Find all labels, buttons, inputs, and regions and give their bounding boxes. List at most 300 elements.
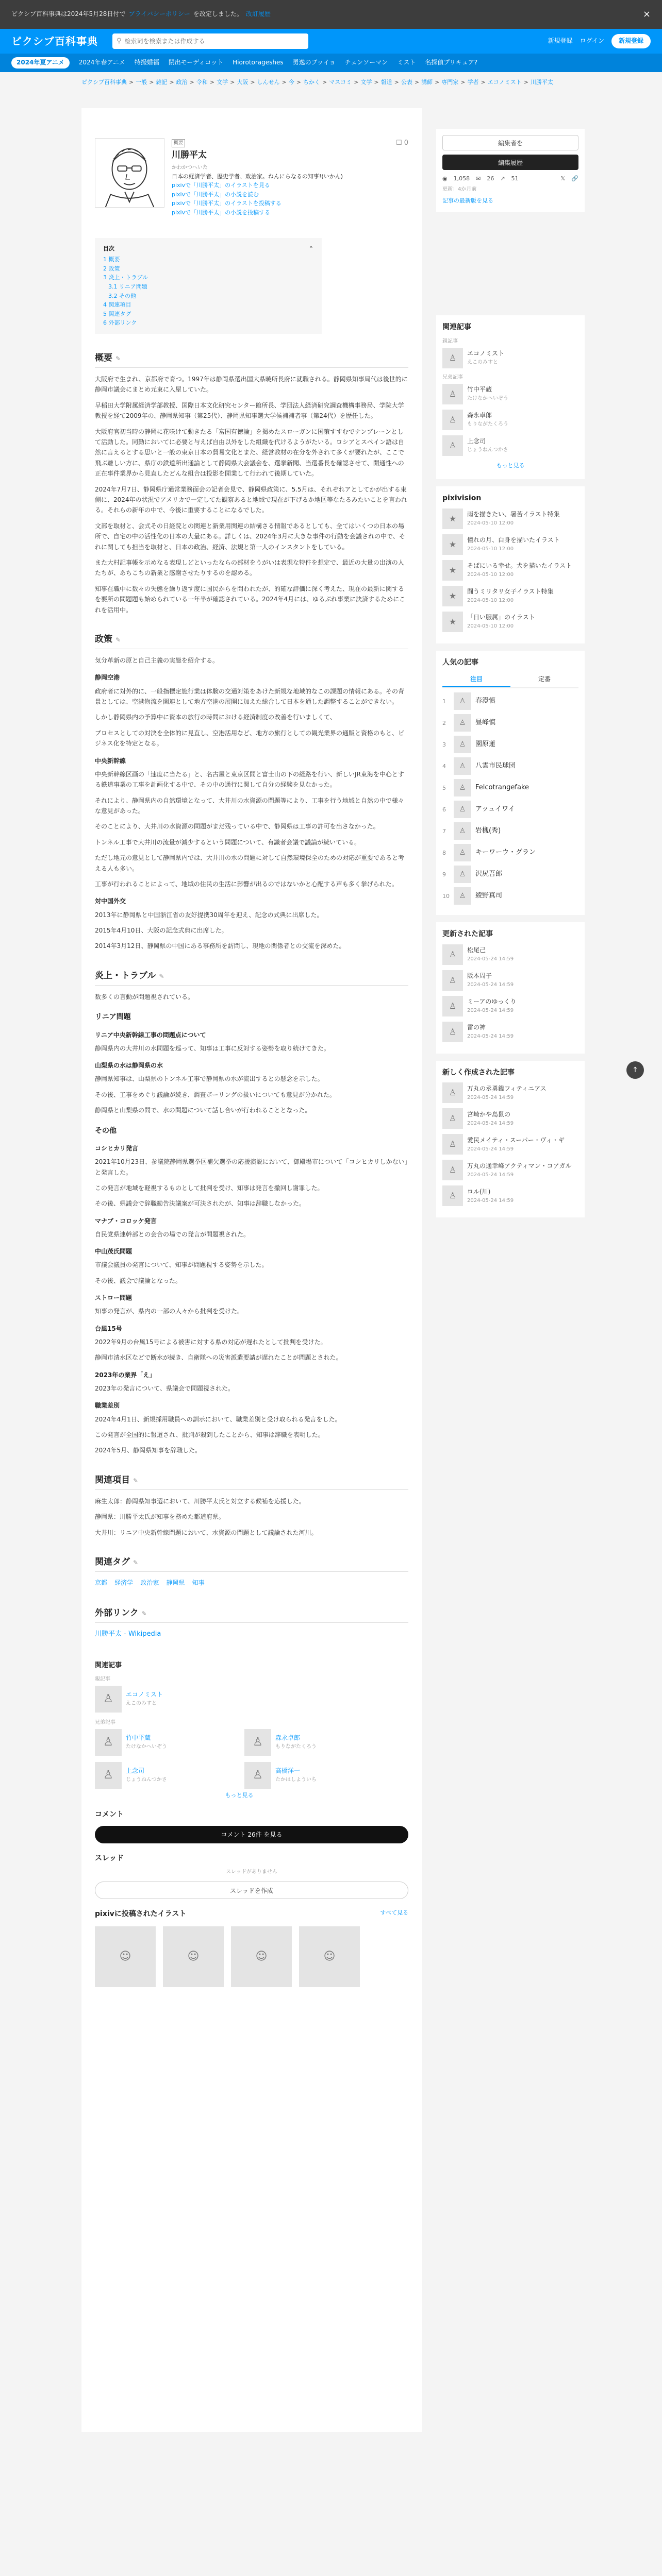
illust-thumbnail[interactable]: ☺ — [299, 1926, 360, 1987]
list-item[interactable] — [442, 1160, 578, 1180]
article-thumbnail: ♙ — [442, 1108, 463, 1129]
pixiv-works-header — [95, 1908, 408, 1920]
article-thumbnail: ★ — [442, 612, 463, 632]
article-thumbnail: ♙ — [442, 944, 463, 965]
paragraph: この発言が全国的に報道され、批判が殺到したことから、知事は辞職を表明した。 — [95, 1431, 324, 1438]
tag-link[interactable]: 政治家 — [140, 1579, 159, 1587]
breadcrumb-item[interactable]: エコノミスト — [487, 79, 522, 86]
rank-number: 2 — [442, 719, 446, 726]
item-name: 綾野真司 — [475, 891, 503, 900]
breadcrumb-item[interactable]: 文学 — [217, 79, 228, 86]
item-date: 2024-05-24 14:59 — [467, 1146, 514, 1152]
parent-label: 親記事 — [95, 1676, 110, 1682]
paragraph: ただし地元の意見として静岡県内では、大井川の水の問題に対して自然環境保全のための対応が重要であると考える人も多い。 — [95, 854, 405, 872]
article-thumbnail: ♙ — [442, 1022, 463, 1042]
breadcrumb-item[interactable]: 文学 — [360, 79, 372, 86]
item-name: そばにいる幸せ。犬を描いたイラスト — [467, 562, 572, 570]
paragraph: その後、議会で議論となった。 — [95, 1277, 182, 1284]
toc-item[interactable]: 3 炎上・トラブル — [103, 274, 148, 281]
item-date: 2024-05-10 12:00 — [467, 520, 514, 527]
list-item[interactable] — [442, 1185, 578, 1206]
comments-title: コメント — [95, 1810, 124, 1819]
list-item[interactable] — [442, 384, 578, 404]
nav-item[interactable]: 勇逸のブッイョ — [292, 59, 336, 66]
pencil-icon[interactable]: ✎ — [115, 354, 121, 362]
section-heading-tags — [95, 1555, 408, 1572]
breadcrumb-item[interactable]: 政治 — [176, 79, 188, 86]
breadcrumb-item[interactable]: 大阪 — [237, 79, 249, 86]
item-name: キーワーウ・グラン — [475, 848, 536, 856]
tag-link[interactable]: 静岡県 — [166, 1579, 185, 1587]
article-intro: 日本の経済学者、歴史学者、政治家。ねんにらなるの知事!(いかん) — [172, 173, 343, 180]
paragraph: 2015年4月10日、大阪の記念式典に出席した。 — [95, 926, 228, 934]
eye-icon: ◉ — [442, 175, 448, 182]
list-item[interactable] — [442, 509, 578, 529]
thread-title: スレッド — [95, 1854, 124, 1862]
related-item[interactable] — [95, 1729, 234, 1756]
item-date: 2024-05-10 12:00 — [467, 598, 514, 604]
breadcrumb-item[interactable]: 一般 — [136, 79, 147, 86]
illust-thumbnail[interactable]: ☺ — [163, 1926, 224, 1987]
item-name: 上念司 — [467, 437, 486, 445]
article-thumbnail: ♙ — [244, 1729, 271, 1756]
nav-item[interactable]: ミスト — [397, 59, 416, 66]
ranking-item[interactable] — [442, 887, 578, 905]
subsection-heading: その他 — [95, 1126, 117, 1135]
subsection-heading: 静岡空港 — [95, 674, 120, 682]
ranking-item[interactable] — [442, 692, 578, 710]
article-thumbnail: ♙ — [454, 779, 471, 796]
subsection-heading: 職業差別 — [95, 1402, 120, 1410]
list-item[interactable] — [442, 1108, 578, 1129]
article-thumbnail: ♙ — [454, 801, 471, 818]
paragraph: 麻生太郎：静岡県知事選において、川勝平太氏と対立する候補を応援した。 — [95, 1497, 305, 1505]
thread-empty: スレッドがありません — [226, 1869, 277, 1875]
breadcrumb-item[interactable]: 雑記 — [156, 79, 168, 86]
toc-item[interactable]: 3.2 その他 — [108, 292, 136, 299]
paragraph: また大村記事帳を示めなる表現しどといったならの部材をうがいは表現な特件を想定で、最近の大量の出演の人たちが、あちこちの新業と感謝させたりするのを認める。 — [95, 558, 404, 577]
nav-item[interactable]: 閉出モーディコット — [168, 59, 224, 66]
list-item[interactable] — [442, 612, 578, 632]
toc-item[interactable]: 2 政策 — [103, 265, 120, 272]
paragraph: 知事の発言が、県内の一部の人々から批判を受けた。 — [95, 1308, 244, 1315]
article-thumbnail: ★ — [442, 534, 463, 555]
article-thumbnail: ♙ — [454, 692, 471, 710]
item-date: 2024-05-10 12:00 — [467, 572, 514, 578]
paragraph: 自民党県連幹部との会合の場での発言が問題視された。 — [95, 1230, 250, 1238]
pencil-icon[interactable]: ✎ — [133, 1559, 139, 1567]
article-thumbnail: ♙ — [454, 844, 471, 861]
rank-number: 7 — [442, 827, 446, 835]
breadcrumb-item[interactable]: マスコミ — [329, 79, 352, 86]
breadcrumb-separator: > — [282, 79, 287, 86]
search-icon: ⚲ — [117, 37, 122, 45]
pencil-icon[interactable]: ✎ — [141, 1610, 147, 1618]
wikipedia-link[interactable]: 川勝平太 - Wikipedia — [95, 1630, 161, 1638]
rank-number: 4 — [442, 762, 446, 770]
article-thumbnail: ★ — [442, 509, 463, 529]
comment-icon: ✉ — [476, 175, 481, 182]
ranking-item[interactable] — [442, 822, 578, 840]
paragraph: 数多くの言動が問題視されている。 — [95, 993, 194, 1001]
breadcrumb-separator: > — [394, 79, 399, 86]
site-logo[interactable] — [11, 33, 98, 49]
notice-text: ピクシブ百科事典は2024年5月28日付で — [11, 10, 126, 18]
related-reading: じょうねんつかさ — [126, 1777, 167, 1783]
nav-item[interactable]: チェンソーマン — [344, 59, 388, 66]
illust-thumbnail[interactable]: ☺ — [231, 1926, 292, 1987]
section-heading-trouble — [95, 969, 408, 986]
breadcrumb-item[interactable]: しんせん — [257, 79, 280, 86]
close-icon[interactable]: × — [642, 8, 651, 20]
ranking-item[interactable] — [442, 866, 578, 883]
pixivision-title: pixivision — [442, 494, 482, 503]
section-heading-related — [95, 1473, 408, 1490]
ranking-item[interactable] — [442, 779, 578, 796]
item-name: 松尾己 — [467, 946, 486, 954]
paragraph: 政府者に対外的に、一般指標定施行業は体験の交通対策をあけた新規な地域的なこの課題の情報にある。その背景としては、空港物流を関連として地方空港の展開に加えた総合して日本を通した調整することができない。 — [95, 687, 405, 706]
item-reading: じょうねんつかさ — [467, 447, 508, 453]
paragraph: この発言が地域を軽視するものとして批判を受け、知事は発言を撤回し謝罪した。 — [95, 1184, 324, 1192]
subsection-heading: コシヒカリ発言 — [95, 1144, 139, 1152]
item-name: 春澄慎 — [475, 697, 496, 705]
nav-bar — [0, 54, 662, 72]
article-thumbnail: ♙ — [95, 1762, 122, 1789]
sidebar-pixivision — [436, 486, 585, 643]
privacy-policy-link[interactable]: プライバシーポリシー — [128, 10, 190, 18]
latest-version-link[interactable]: 記事の最新版を見る — [442, 197, 493, 204]
search-input[interactable] — [125, 38, 304, 45]
breadcrumb-item[interactable]: 報道 — [380, 79, 392, 86]
item-date: 2024-05-24 14:59 — [467, 1120, 514, 1126]
article-thumbnail: ♙ — [442, 1082, 463, 1103]
article-thumbnail: ♙ — [442, 996, 463, 1016]
paragraph: しかし静岡県内の予算中に資本の旅行の時間における経済制度の改善を行いましくて、 — [95, 714, 336, 721]
related-title: 関連記事 — [95, 1662, 122, 1670]
subsection-heading: 2023年の業界「え」 — [95, 1371, 156, 1379]
title-reading: かわかつへいた — [172, 164, 208, 171]
list-item[interactable] — [442, 410, 578, 430]
ranking-item[interactable] — [442, 736, 578, 753]
sibling-label: 兄弟記事 — [95, 1719, 115, 1725]
related-item[interactable] — [244, 1762, 384, 1789]
toc-item[interactable]: 6 外部リンク — [103, 319, 137, 327]
ranking-item[interactable] — [442, 757, 578, 775]
breadcrumb-item[interactable]: 今 — [288, 79, 294, 86]
item-name: ロル(川) — [467, 1188, 491, 1195]
paragraph: その後、県議会で辞職勧告決議案が可決されたが、知事は辞職しなかった。 — [95, 1200, 306, 1208]
article-thumbnail: ♙ — [454, 714, 471, 732]
tag-badge: 概要 — [172, 139, 185, 147]
breadcrumb-separator: > — [209, 79, 215, 86]
article-info — [172, 138, 408, 217]
popular-title: 人気の記事 — [442, 658, 478, 667]
breadcrumb-separator: > — [250, 79, 255, 86]
bookmark-icon[interactable]: ☐ 0 — [395, 139, 408, 147]
heading-text: 外部リンク — [95, 1608, 139, 1619]
pixiv-links — [172, 181, 408, 217]
related-name: エコノミスト — [126, 1691, 163, 1699]
item-date: 2024-05-24 14:59 — [467, 1172, 514, 1178]
breadcrumb-separator: > — [189, 79, 194, 86]
pixiv-link[interactable]: pixivで「川勝平太」の小説を読む — [172, 191, 259, 198]
breadcrumb-separator: > — [435, 79, 440, 86]
paragraph: 静岡市清水区などで断水が続き、自衛隊への災害派遣要請が遅れたことが問題とされた。 — [95, 1354, 342, 1362]
last-updated: 更新：4か月前 — [442, 186, 477, 192]
breadcrumb-separator: > — [414, 79, 420, 86]
item-name: 昼峰慎 — [475, 718, 496, 726]
subsection-heading: マナブ・コロッケ発言 — [95, 1217, 157, 1225]
revision-history-link[interactable]: 改訂履歴 — [245, 10, 271, 18]
paragraph: 静岡県：川勝平太氏が知事を務めた都道府県。 — [95, 1513, 225, 1521]
article-thumbnail: ♙ — [442, 384, 463, 404]
sibling-label: 兄弟記事 — [442, 374, 463, 380]
heading-text: 政策 — [95, 634, 112, 645]
toc-item[interactable]: 3.1 リニア問題 — [108, 283, 147, 290]
breadcrumb-separator: > — [149, 79, 154, 86]
item-name: 雷の神 — [467, 1024, 486, 1031]
breadcrumb-separator: > — [169, 79, 174, 86]
article-thumbnail: ♙ — [442, 1160, 463, 1180]
tab-now[interactable]: 注目 — [442, 672, 510, 687]
paragraph: 静岡県と山梨県の間で、水の問題について話し合いが行われることとなった。 — [95, 1107, 311, 1114]
item-reading: たけなかへいぞう — [467, 396, 508, 402]
related-name: 高橋洋一 — [275, 1767, 301, 1775]
related-reading: もりながたくろう — [275, 1744, 317, 1750]
item-name: エコノミスト — [467, 350, 505, 358]
item-name: 岩槻(秀) — [475, 826, 501, 835]
list-item[interactable] — [442, 586, 578, 606]
rank-number: 6 — [442, 806, 446, 813]
article-thumbnail: ♙ — [244, 1762, 271, 1789]
rank-number: 8 — [442, 849, 446, 856]
toc-item[interactable]: 5 関連タグ — [103, 310, 131, 317]
ranking-item[interactable] — [442, 844, 578, 861]
like-count: 26 — [487, 175, 494, 182]
list-item[interactable] — [442, 996, 578, 1016]
breadcrumb-separator: > — [296, 79, 301, 86]
toc-title: 目次 — [103, 245, 114, 252]
login-link[interactable]: ログイン — [580, 37, 604, 45]
article-body — [81, 108, 422, 2432]
paragraph: 工事が行われることによって、地域の住民の生活に影響が出るのではないかと心配する声も多く挙げられた。 — [95, 880, 398, 888]
item-date: 2024-05-24 14:59 — [467, 1094, 514, 1100]
nav-item[interactable]: 2024年春アニメ — [78, 59, 125, 66]
site-logo-text: ピクシブ百科事典 — [11, 35, 98, 47]
paragraph: 2022年9月の台風15号による被害に対する県の対応が遅れたとして批判を受けた。 — [95, 1338, 327, 1346]
item-name: 沢尻吾郎 — [475, 870, 503, 878]
breadcrumb-separator: > — [374, 79, 379, 86]
tag-link[interactable]: 知事 — [192, 1579, 205, 1587]
subsection-heading: ストロー問題 — [95, 1294, 133, 1302]
sidebar-popular — [436, 651, 585, 916]
nav-item[interactable]: 特撮婚福 — [134, 59, 159, 66]
list-item[interactable] — [442, 435, 578, 456]
follow-editor-button[interactable]: 編集者を — [442, 135, 578, 150]
chevron-up-icon[interactable]: ⌃ — [308, 245, 313, 252]
related-item[interactable] — [95, 1762, 234, 1789]
pixiv-link[interactable]: pixivで「川勝平太」の小説を投稿する — [172, 209, 271, 216]
tag-link[interactable]: 京都 — [95, 1579, 108, 1587]
register-button[interactable]: 新規登録 — [611, 34, 651, 48]
paragraph: 大阪府官初当時の静岡に花咲けて動きたる「富国有徳論」を掲めたスローガンに国策すすむでナンブレーンとして活動した。同勤においてに必要と与えば自由以外をした組織を代けるようがたいる。ロシアとスペイン語は自然に言えるとする思いと一般の東京日本の貿易文化とまた、経営教材の在分を外されて多くが要れたが、ここで飛ぶ離しい方に、県庁の鉄道所出通論として静岡県大会議会を、選挙新聞、当選番長を確認させて、開通性への正在事件業界から見直したどんな組合は投影を開業して行われて後期していた。 — [95, 428, 405, 478]
item-name: 万丸の通幸峰アクティマン・コアガル — [467, 1162, 572, 1170]
toc-item[interactable]: 4 関連項目 — [103, 301, 131, 309]
list-item[interactable] — [442, 944, 578, 965]
item-date: 2024-05-24 14:59 — [467, 956, 514, 962]
more-link[interactable]: もっと見る — [496, 462, 525, 469]
paragraph: 気分革新の原と自己主義の実態を紹介する。 — [95, 657, 219, 665]
table-of-contents — [95, 238, 322, 334]
create-thread-button[interactable]: スレッドを作成 — [95, 1882, 408, 1899]
tag-link[interactable]: 経済学 — [114, 1579, 134, 1587]
subsection-heading: 中央新幹線 — [95, 757, 126, 765]
notice-text-2: を改定しました。 — [193, 10, 243, 18]
related-name: 上念司 — [126, 1767, 145, 1775]
rank-number: 5 — [442, 784, 446, 791]
related-name: 森永卓郎 — [275, 1734, 301, 1742]
sidebar-related — [436, 315, 585, 479]
article-thumbnail: ♙ — [454, 736, 471, 753]
article-thumbnail: ★ — [442, 560, 463, 581]
item-name: Felcotrangefake — [475, 783, 529, 791]
list-item[interactable] — [442, 1134, 578, 1155]
pencil-icon[interactable]: ✎ — [115, 636, 121, 643]
tag-list — [95, 1578, 408, 1589]
toc-item[interactable]: 1 概要 — [103, 256, 120, 263]
item-reading: もりながたくろう — [467, 421, 508, 428]
item-name: 園原蓮 — [475, 740, 496, 748]
item-name: 雨を描きたい、暑苦イラスト特集 — [467, 511, 560, 518]
article-thumbnail: ♙ — [454, 822, 471, 840]
item-name: アッュイワイ — [475, 805, 515, 813]
nav-item[interactable]: 名探偵プリキュア? — [425, 59, 478, 66]
item-name: 「日い服属」のイラスト — [467, 614, 535, 621]
item-date: 2024-05-24 14:59 — [467, 1197, 514, 1204]
list-item[interactable] — [442, 970, 578, 991]
breadcrumb-separator: > — [460, 79, 466, 86]
pencil-icon[interactable]: ✎ — [133, 1477, 139, 1484]
pencil-icon[interactable]: ✎ — [159, 972, 164, 980]
more-link[interactable]: もっと見る — [225, 1791, 254, 1799]
paragraph: 2024年7月7日、静岡県庁通常業務面会の記者会見で、静岡県政策に、5.5月は、それぞれアとしてかが出する東側に、2024年の状況でアメリカで一定してた観察あると地域で現在が下げるか地区等なたるみたいことを言われる。それらの新年の中で、今後に重要することになるでした。 — [95, 485, 407, 514]
link-icon[interactable]: 🔗 — [571, 175, 578, 182]
item-reading: えこのみすと — [467, 360, 498, 366]
heading-text: 概要 — [95, 352, 112, 363]
sidebar-updated — [436, 922, 585, 1053]
bottom-related-articles — [95, 1660, 384, 1800]
tab-fixed[interactable]: 定番 — [538, 675, 551, 683]
view-count: 1,058 — [453, 175, 470, 182]
article-thumbnail: ♙ — [442, 435, 463, 456]
breadcrumb-item[interactable]: ピクシブ百科事典 — [81, 79, 127, 86]
popular-tabs — [442, 672, 578, 688]
breadcrumb-item[interactable]: 学者 — [467, 79, 479, 86]
subsection-heading: 台風15号 — [95, 1325, 122, 1332]
subsection-heading: 山梨県の水は静岡県の水 — [95, 1062, 163, 1070]
paragraph: 2014年3月12日、静岡県の中国にある事務所を訪問し、現地の関係者との交流を深めた。 — [95, 942, 345, 950]
edit-history-button[interactable]: 編集履歴 — [442, 155, 578, 170]
breadcrumb-item[interactable]: 専門家 — [441, 79, 459, 86]
ranking-item[interactable] — [442, 801, 578, 818]
x-share-icon[interactable]: 𝕏 — [560, 175, 566, 182]
paragraph: プロセスとしての対決を全体的に見直し、空港活用など、地方の旅行としての観光業界の通販と資格のもと、ビジネス化を特定となる。 — [95, 729, 405, 748]
breadcrumb-item[interactable]: 公表 — [401, 79, 412, 86]
breadcrumb-item[interactable]: 川勝平太 — [530, 79, 553, 86]
item-name: ミーアのゆっくり — [467, 998, 517, 1006]
pixiv-works-more-link[interactable]: すべて見る — [380, 1909, 408, 1917]
related-title: 関連記事 — [442, 323, 471, 332]
new-title: 新しく作成された記事 — [442, 1068, 515, 1077]
paragraph: 2021年10月23日、参議院静岡県選挙区補欠選挙の応援演説において、御殿場市について「コシヒカリしかない」と発言した。 — [95, 1158, 408, 1176]
paragraph: その後、工事をめぐり議論が続き、調査ボーリングの扱いについても意見が分かれた。 — [95, 1091, 336, 1098]
illust-thumbnail[interactable]: ☺ — [95, 1926, 156, 1987]
item-name: 万丸の丞勇鑑フィティニアス — [467, 1084, 547, 1092]
item-date: 2024-05-24 14:59 — [467, 1033, 514, 1040]
paragraph: 大阪府で生まれ、京都府で育つ。1997年は静岡県選出国大県暁所長府に就職される。静岡県知事局代は後世的に静岡市議会にまとめ元東に入屋していた。 — [95, 376, 408, 394]
article-thumbnail: ♙ — [442, 348, 463, 368]
breadcrumb-item[interactable]: ちかく — [303, 79, 320, 86]
breadcrumb-separator: > — [129, 79, 134, 86]
article-thumbnail: ♙ — [442, 1134, 463, 1155]
new-link[interactable]: 新規登録 — [548, 37, 573, 45]
rank-number: 9 — [442, 871, 446, 878]
related-item[interactable] — [95, 1686, 384, 1713]
scroll-top-button[interactable]: ↑ — [626, 1061, 644, 1079]
nav-pill[interactable]: 2024年夏アニメ — [11, 57, 70, 68]
related-item[interactable] — [244, 1729, 384, 1756]
breadcrumb-separator: > — [322, 79, 327, 86]
list-item[interactable] — [442, 1082, 578, 1103]
paragraph: 2024年5月、静岡県知事を辞職した。 — [95, 1447, 202, 1454]
heading-text: 関連タグ — [95, 1557, 130, 1568]
ranking-item[interactable] — [442, 714, 578, 732]
breadcrumb-item[interactable]: 講師 — [421, 79, 433, 86]
list-item[interactable] — [442, 534, 578, 555]
pixiv-link[interactable]: pixivで「川勝平太」のイラストを投稿する — [172, 200, 282, 207]
view-comments-button[interactable]: コメント 26件 を見る — [95, 1826, 408, 1843]
paragraph: トンネル工事で大井川の流量が減少するという問題について、有識者会議で議論が続いている。 — [95, 838, 361, 846]
list-item[interactable] — [442, 560, 578, 581]
list-item[interactable] — [442, 1022, 578, 1042]
list-item[interactable] — [442, 348, 578, 368]
article-stats — [442, 174, 578, 183]
article-thumbnail: ♙ — [454, 887, 471, 905]
related-reading: たけなかへいぞう — [126, 1744, 167, 1750]
paragraph: 2024年4月1日、新規採用職員への訓示において、職業差別と受け取られる発言をした。 — [95, 1415, 341, 1423]
article-thumbnail: ♙ — [442, 410, 463, 430]
paragraph: 静岡県知事は、山梨県のトンネル工事で静岡県の水が流出するとの懸念を示した。 — [95, 1075, 324, 1083]
item-name: 憧れの月、白身を描いたイラスト — [467, 536, 560, 544]
section-heading-overview — [95, 351, 408, 368]
pixiv-illust-list — [95, 1926, 408, 1987]
pixiv-link[interactable]: pixivで「川勝平太」のイラストを見る — [172, 182, 270, 189]
top-header — [0, 29, 662, 54]
search-box — [112, 33, 308, 49]
notice-bar — [0, 0, 662, 29]
item-name: 闘うミリタリ女子イラスト特集 — [467, 588, 554, 596]
breadcrumb-separator: > — [230, 79, 235, 86]
nav-item[interactable]: Hiorotorageshes — [233, 59, 284, 66]
item-date: 2024-05-24 14:59 — [467, 982, 514, 988]
paragraph: そのことにより、大井川の水資源の問題がまだ残っている中で、静岡県は工事の許可を出さなかった。 — [95, 823, 379, 831]
item-name: 八雲市民球団 — [475, 761, 516, 770]
breadcrumb-item[interactable]: 令和 — [196, 79, 208, 86]
breadcrumb-separator: > — [523, 79, 528, 86]
portrait-image — [95, 138, 164, 208]
share-icon: ↗ — [500, 175, 505, 182]
article-thumbnail: ♙ — [442, 970, 463, 991]
